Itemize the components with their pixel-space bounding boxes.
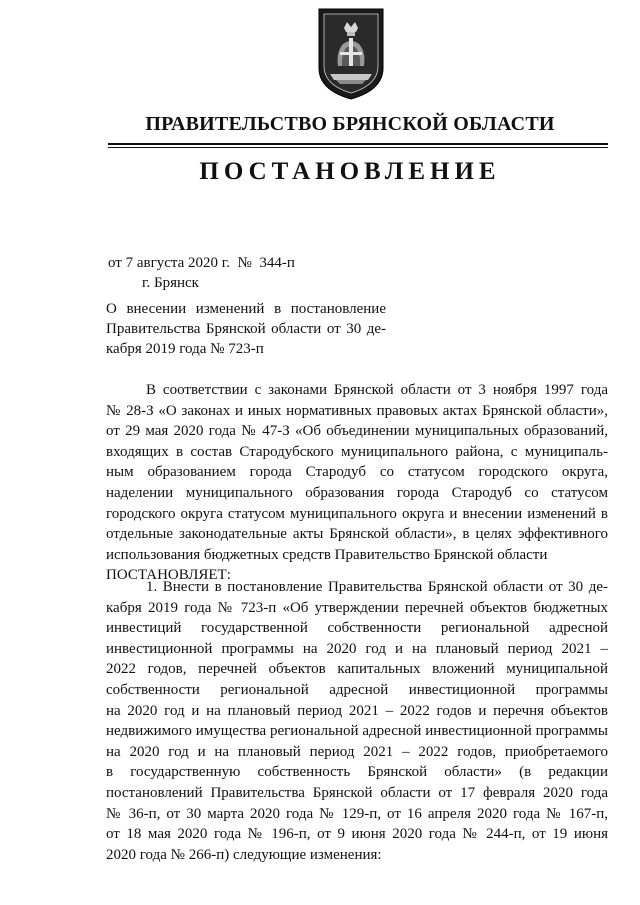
paragraph-line: 2020 года № 266-п) следующие изменения: xyxy=(106,846,382,863)
paragraph-line: городского округа статусом муниципального округа и внесении изменений в xyxy=(106,505,608,522)
bryansk-coat-of-arms-icon xyxy=(318,8,384,100)
item-1-paragraph xyxy=(106,577,608,865)
paragraph-line: 2022 годов, перечней объектов капитальных вложений муниципальной xyxy=(106,661,608,678)
document-date-number: от 7 августа 2020 г. № 344-п xyxy=(108,255,295,271)
paragraph-line: наделении муниципального образования города Стародуб со статусом xyxy=(106,484,608,501)
document-type-heading: ПОСТАНОВЛЕНИЕ xyxy=(199,158,501,185)
paragraph-line: собственности региональной адресной инвестиционной программы xyxy=(106,681,608,698)
paragraph-line: ным образованием города Стародуб со статусом городского округа, xyxy=(106,464,608,481)
header-rule-thick xyxy=(108,143,608,145)
paragraph-line: на 2020 год и на плановый период 2021 – 2022 годов, приобретаемого xyxy=(106,743,608,760)
paragraph-line: от 18 мая 2020 года № 196-п, от 9 июня 2020 года № 244-п, от 19 июня xyxy=(106,826,608,843)
paragraph-line: 1. Внести в постановление Правительства Брянской области от 30 де- xyxy=(146,579,608,595)
paragraph-line: постановлений Правительства Брянской области от 17 февраля 2020 года xyxy=(106,784,608,801)
subject-line: Правительства Брянской области от 30 де- xyxy=(106,321,386,337)
paragraph-line: № 28-З «О законах и иных нормативных правовых актах Брянской области», xyxy=(106,402,608,419)
subject-line: кабря 2019 года № 723-п xyxy=(106,341,264,357)
government-title: ПРАВИТЕЛЬСТВО БРЯНСКОЙ ОБЛАСТИ xyxy=(145,113,555,135)
paragraph-line: на 2020 год и на плановый период 2021 – 2022 годов и перечня объектов xyxy=(106,702,608,719)
subject-line: О внесении изменений в постановление xyxy=(106,301,386,317)
document-subject xyxy=(106,299,386,359)
paragraph-line: недвижимого имущества региональной адресной инвестиционной программы xyxy=(106,723,608,740)
paragraph-line: инвестиционной программы на 2020 год и на плановый период 2021 – xyxy=(106,640,608,657)
preamble-paragraph xyxy=(106,380,608,586)
paragraph-line: кабря 2019 года № 723-п «Об утверждении перечней объектов бюджетных xyxy=(106,599,608,616)
paragraph-line: входящих в состав Стародубского муниципального района, с муниципаль- xyxy=(106,443,608,460)
header-rule-thin xyxy=(108,147,608,148)
resolution-keyword: ПОСТАНОВЛЯЕТ: xyxy=(106,567,231,584)
paragraph-line: отдельные законодательные акты Брянской области», в целях эффективного xyxy=(106,526,608,543)
paragraph-line: от 29 мая 2020 года № 47-З «Об объединении муниципальных образований, xyxy=(106,423,608,440)
paragraph-line: В соответствии с законами Брянской области от 3 ноября 1997 года xyxy=(146,382,608,398)
paragraph-line: инвестиций государственной собственности региональной адресной xyxy=(106,620,608,637)
document-place: г. Брянск xyxy=(142,275,199,291)
paragraph-line: использования бюджетных средств Правительство Брянской области xyxy=(106,546,548,563)
paragraph-line: в государственную собственность Брянской области» (в редакции xyxy=(106,764,608,781)
paragraph-line: № 36-п, от 30 марта 2020 года № 129-п, от 16 апреля 2020 года № 167-п, xyxy=(106,805,608,822)
